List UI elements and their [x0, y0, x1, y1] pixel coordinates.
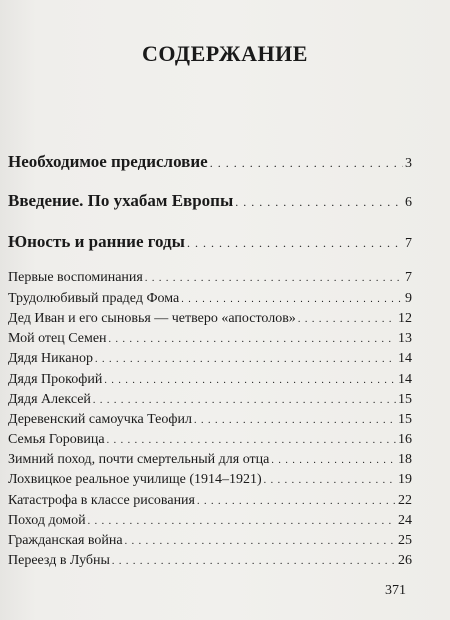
toc-entry-title: Лохвицкое реальное училище (1914–1921) [8, 472, 262, 487]
toc-entry-title: Первые воспоминания [8, 270, 143, 285]
toc-entry-title: Поход домой [8, 513, 86, 528]
toc-entry [8, 493, 412, 509]
toc-entry-title: Катастрофа в классе рисования [8, 493, 195, 508]
toc-entry-page: 16 [398, 432, 412, 447]
toc-entry-page: 24 [398, 513, 412, 528]
toc-entry-page: 13 [398, 331, 412, 346]
dot-leader [235, 195, 403, 210]
toc-entry-title: Мой отец Семен [8, 331, 107, 346]
dot-leader [112, 556, 396, 567]
toc-entry-page: 9 [405, 291, 412, 306]
toc-entry-page: 14 [398, 372, 412, 387]
toc-entry [8, 270, 412, 286]
dot-leader [264, 475, 396, 486]
dot-leader [298, 314, 396, 325]
contents-heading: СОДЕРЖАНИЕ [142, 41, 308, 66]
dot-leader [95, 354, 396, 365]
dot-leader [104, 375, 396, 386]
dot-leader [210, 156, 403, 171]
dot-leader [93, 395, 396, 406]
toc-entry-title: Дядя Прокофий [8, 372, 103, 387]
page-number: 371 [385, 583, 406, 598]
toc-entry [8, 291, 412, 307]
toc-entry-page: 6 [405, 195, 412, 210]
dot-leader [271, 455, 396, 466]
toc-entry-page: 15 [398, 412, 412, 427]
dot-leader [194, 415, 396, 426]
toc-entry [8, 432, 412, 448]
toc-entry [8, 351, 412, 367]
toc-entry [8, 331, 412, 347]
toc-entry-page: 7 [405, 270, 412, 285]
toc-entry [8, 311, 412, 327]
toc-entry-title: Введение. По ухабам Европы [8, 191, 234, 210]
toc-entry-title: Необходимое предисловие [8, 152, 208, 171]
toc-entry-title: Дядя Никанор [8, 351, 93, 366]
toc-major-entry [8, 232, 412, 252]
toc-entry-title: Дядя Алексей [8, 392, 91, 407]
toc-entry-title: Гражданская война [8, 533, 123, 548]
toc-entry-title: Деревенский самоучка Теофил [8, 412, 192, 427]
toc-entry-page: 25 [398, 533, 412, 548]
toc-entry-page: 26 [398, 553, 412, 568]
toc-entry-title: Юность и ранние годы [8, 232, 185, 251]
toc-entry [8, 533, 412, 549]
toc-entry-page: 7 [405, 236, 412, 251]
toc-entry-page: 3 [405, 156, 412, 171]
dot-leader [125, 536, 396, 547]
dot-leader [181, 294, 403, 305]
toc-entry [8, 372, 412, 388]
dot-leader [88, 516, 396, 527]
toc-entry [8, 553, 412, 569]
toc-entry-title: Зимний поход, почти смертельный для отца [8, 452, 270, 467]
toc-entry-page: 18 [398, 452, 412, 467]
toc-major-entry [8, 191, 412, 211]
toc-entry-page: 14 [398, 351, 412, 366]
dot-leader [145, 273, 403, 284]
toc-entry [8, 472, 412, 488]
toc-entry-title: Семья Горовица [8, 432, 105, 447]
dot-leader [197, 496, 396, 507]
dot-leader [107, 435, 396, 446]
toc-entry [8, 412, 412, 428]
dot-leader [187, 236, 403, 251]
toc-entry-title: Трудолюбивый прадед Фома [8, 291, 180, 306]
toc-entry-page: 15 [398, 392, 412, 407]
toc-entry-page: 12 [398, 311, 412, 326]
toc-entry-title: Дед Иван и его сыновья — четверо «апостолов» [8, 311, 296, 326]
toc-entry-page: 22 [398, 493, 412, 508]
toc-major-entry [8, 152, 412, 172]
dot-leader [109, 334, 396, 345]
toc-entry-page: 19 [398, 472, 412, 487]
toc-entry [8, 513, 412, 529]
toc-entry-title: Переезд в Лубны [8, 553, 110, 568]
toc-entry [8, 392, 412, 408]
toc-entry [8, 452, 412, 468]
